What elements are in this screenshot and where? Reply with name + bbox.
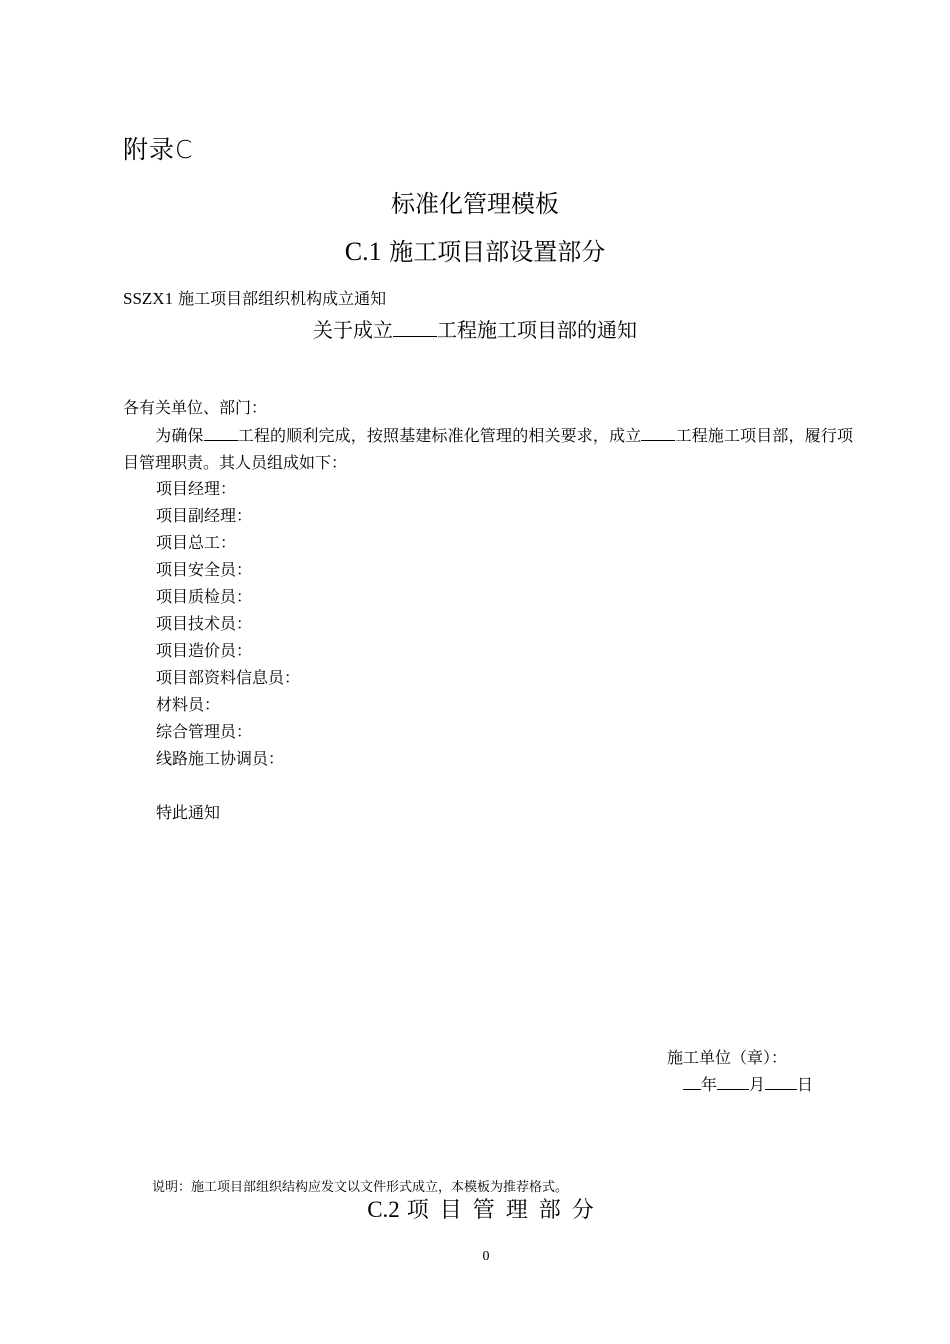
paragraph-part-3: 工程施工项目部，履行项目管理职责。其人员组成如下： bbox=[123, 426, 853, 472]
project-blank-2 bbox=[641, 424, 675, 441]
project-blank-1 bbox=[204, 424, 238, 441]
list-item: 项目副经理： bbox=[156, 506, 253, 525]
year-blank bbox=[683, 1073, 701, 1090]
body-paragraph bbox=[123, 422, 853, 476]
date-month: 月 bbox=[749, 1075, 766, 1094]
form-code-line bbox=[123, 286, 386, 309]
day-blank bbox=[765, 1073, 797, 1090]
form-code: SSZX1 bbox=[123, 289, 174, 308]
notice-title-before: 关于成立 bbox=[313, 318, 393, 342]
list-item: 综合管理员： bbox=[156, 722, 253, 741]
section-c2-title: 项目管理部分 bbox=[406, 1198, 605, 1223]
list-item: 项目质检员： bbox=[156, 587, 253, 606]
list-item: 材料员： bbox=[156, 695, 221, 714]
notice-title bbox=[0, 314, 950, 343]
section-c2-heading bbox=[0, 1193, 950, 1224]
section-c2-number: C.2 bbox=[367, 1197, 400, 1222]
signature-unit: 施工单位（章）： bbox=[667, 1048, 788, 1067]
appendix-label: 附录C bbox=[123, 135, 194, 164]
footnote: 说明：施工项目部组织结构应发文以文件形式成立，本模板为推荐格式。 bbox=[152, 1180, 569, 1195]
list-item: 项目造价员： bbox=[156, 641, 253, 660]
list-item: 项目技术员： bbox=[156, 614, 253, 633]
list-item: 项目经理： bbox=[156, 479, 237, 498]
list-item: 线路施工协调员： bbox=[156, 749, 285, 768]
list-item: 项目部资料信息员： bbox=[156, 668, 301, 687]
notice-title-after: 工程施工项目部的通知 bbox=[437, 318, 637, 342]
month-blank bbox=[717, 1073, 749, 1090]
section-c1-title: 施工项目部设置部分 bbox=[389, 238, 606, 266]
section-c1-heading bbox=[0, 232, 950, 267]
closing-text: 特此通知 bbox=[156, 803, 221, 822]
form-name: 施工项目部组织机构成立通知 bbox=[178, 289, 387, 308]
date-year: 年 bbox=[701, 1075, 718, 1094]
project-name-blank bbox=[393, 316, 437, 337]
paragraph-part-2: 工程的顺利完成，按照基建标准化管理的相关要求，成立 bbox=[237, 426, 642, 445]
main-title: 标准化管理模板 bbox=[391, 190, 559, 218]
paragraph-part-1: 为确保 bbox=[155, 426, 204, 445]
salutation: 各有关单位、部门： bbox=[123, 398, 268, 417]
list-item: 项目总工： bbox=[156, 533, 237, 552]
personnel-list bbox=[156, 475, 300, 772]
section-c1-number: C.1 bbox=[344, 237, 382, 266]
date-day: 日 bbox=[797, 1075, 814, 1094]
signature-date bbox=[683, 1072, 813, 1095]
page-number: 0 bbox=[482, 1249, 490, 1264]
list-item: 项目安全员： bbox=[156, 560, 253, 579]
